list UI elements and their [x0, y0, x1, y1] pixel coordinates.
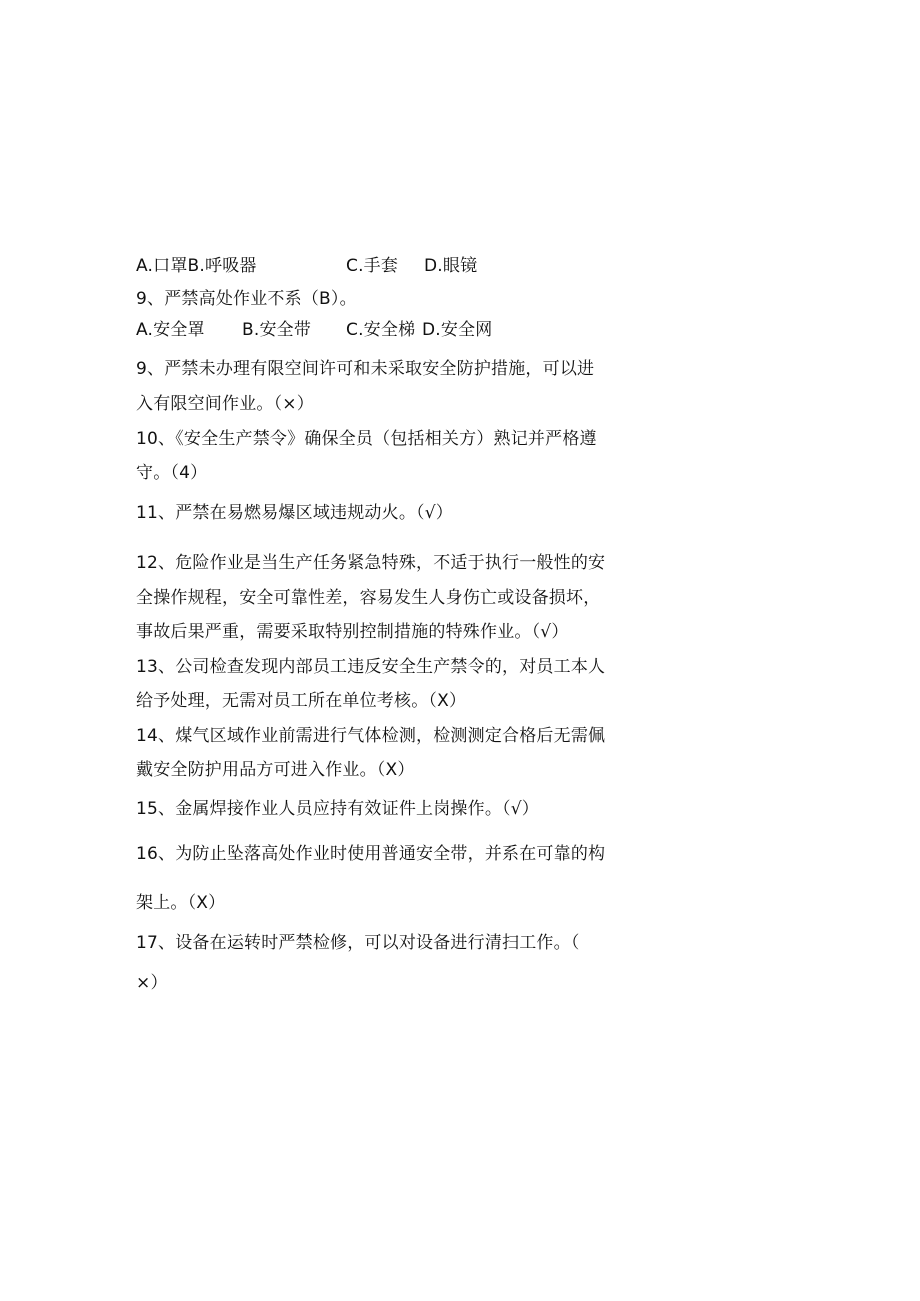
question-16-line-2: 架上。（X）: [136, 893, 226, 913]
question-9-tf-line-2: 入有限空间作业。（×）: [136, 394, 314, 414]
option-d: D.安全网: [422, 320, 493, 340]
question-17-line-1: 17、设备在运转时严禁检修，可以对设备进行清扫工作。（: [136, 933, 580, 953]
option-a: A.安全罩: [136, 320, 205, 340]
option-c: C.安全梯: [346, 320, 416, 340]
question-9-single: 9、严禁高处作业不系（B）。: [136, 289, 357, 309]
question-12-line-1: 12、危险作业是当生产任务紧急特殊，不适于执行一般性的安: [136, 553, 606, 573]
question-17-line-2: ×）: [136, 973, 168, 993]
question-15-line-1: 15、金属焊接作业人员应持有效证件上岗操作。（√）: [136, 799, 539, 819]
options-row-masks: [136, 255, 478, 277]
option-b: B.呼吸器: [187, 256, 257, 276]
question-9-tf-line-1: 9、严禁未办理有限空间许可和未采取安全防护措施，可以进: [136, 359, 595, 379]
option-d: D.眼镜: [424, 256, 478, 276]
question-16-line-1: 16、为防止坠落高处作业时使用普通安全带，并系在可靠的构: [136, 844, 606, 864]
options-row-safety: [136, 319, 493, 341]
question-13-line-2: 给予处理，无需对员工所在单位考核。（X）: [136, 691, 467, 711]
option-b: B.安全带: [242, 320, 312, 340]
question-12-line-3: 事故后果严重，需要采取特别控制措施的特殊作业。（√）: [136, 622, 569, 642]
question-14-line-1: 14、煤气区域作业前需进行气体检测，检测测定合格后无需佩: [136, 726, 606, 746]
option-c: C.手套: [346, 256, 399, 276]
option-a: A.口罩: [136, 256, 188, 276]
question-11-line-1: 11、严禁在易燃易爆区域违规动火。（√）: [136, 503, 453, 523]
question-12-line-2: 全操作规程，安全可靠性差，容易发生人身伤亡或设备损坏，: [136, 588, 601, 608]
question-14-line-2: 戴安全防护用品方可进入作业。（X）: [136, 760, 415, 780]
question-10-line-1: 10、《安全生产禁令》确保全员（包括相关方）熟记并严格遵: [136, 429, 597, 449]
question-10-line-2: 守。（4）: [136, 463, 208, 483]
question-13-line-1: 13、公司检查发现内部员工违反安全生产禁令的，对员工本人: [136, 657, 606, 677]
